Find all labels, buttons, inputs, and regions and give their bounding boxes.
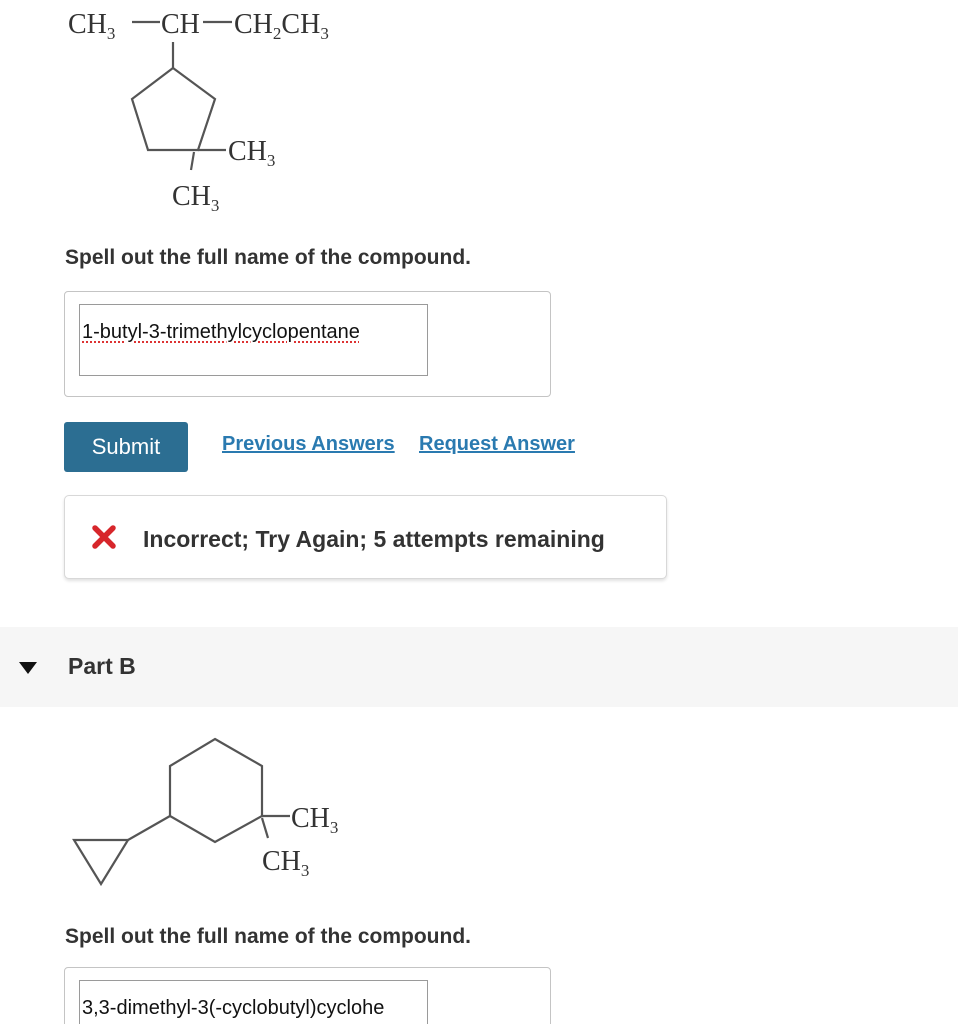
bond-methyl-bottom bbox=[191, 152, 194, 170]
molecule-a-structure bbox=[60, 0, 380, 220]
chain-left-group: $CH_3$ bbox=[68, 9, 116, 43]
submit-button[interactable]: Submit bbox=[64, 422, 188, 472]
request-answer-link[interactable]: Request Answer bbox=[419, 433, 575, 455]
bond-cyclopropyl-link bbox=[128, 816, 170, 840]
error-x-icon bbox=[91, 524, 117, 550]
molecule-b-structure bbox=[60, 730, 380, 900]
collapse-triangle-icon[interactable] bbox=[19, 662, 37, 674]
chain-right-group: $CH_2CH_3$ bbox=[234, 9, 329, 43]
methyl-bottom-group: $CH_3$ bbox=[172, 181, 220, 215]
methyl-right-group-b: $CH_3$ bbox=[291, 803, 339, 837]
answer-container-a bbox=[64, 291, 551, 397]
part-b-header[interactable] bbox=[0, 627, 958, 707]
chain-mid-group: CH bbox=[161, 9, 200, 40]
part-b-title: Part B bbox=[68, 653, 136, 679]
cyclopentane-ring bbox=[132, 68, 215, 150]
cyclopropane-ring bbox=[74, 840, 128, 884]
answer-input-a[interactable]: 1-butyl-3-trimethylcyclopentane bbox=[79, 304, 428, 376]
answer-container-b bbox=[64, 967, 551, 1024]
feedback-message: Incorrect; Try Again; 5 attempts remaining bbox=[143, 526, 605, 552]
previous-answers-link[interactable]: Previous Answers bbox=[222, 433, 395, 455]
feedback-box bbox=[64, 495, 667, 579]
bond-methyl-bottom-b bbox=[262, 818, 268, 838]
answer-input-b[interactable]: 3,3-dimethyl-3(-cyclobutyl)cyclohe bbox=[79, 980, 428, 1024]
cyclohexane-ring bbox=[170, 739, 262, 842]
question-prompt-b: Spell out the full name of the compound. bbox=[65, 925, 471, 948]
methyl-bottom-group-b: $CH_3$ bbox=[262, 846, 310, 880]
question-prompt-a: Spell out the full name of the compound. bbox=[65, 246, 471, 269]
methyl-right-group: $CH_3$ bbox=[228, 136, 276, 170]
